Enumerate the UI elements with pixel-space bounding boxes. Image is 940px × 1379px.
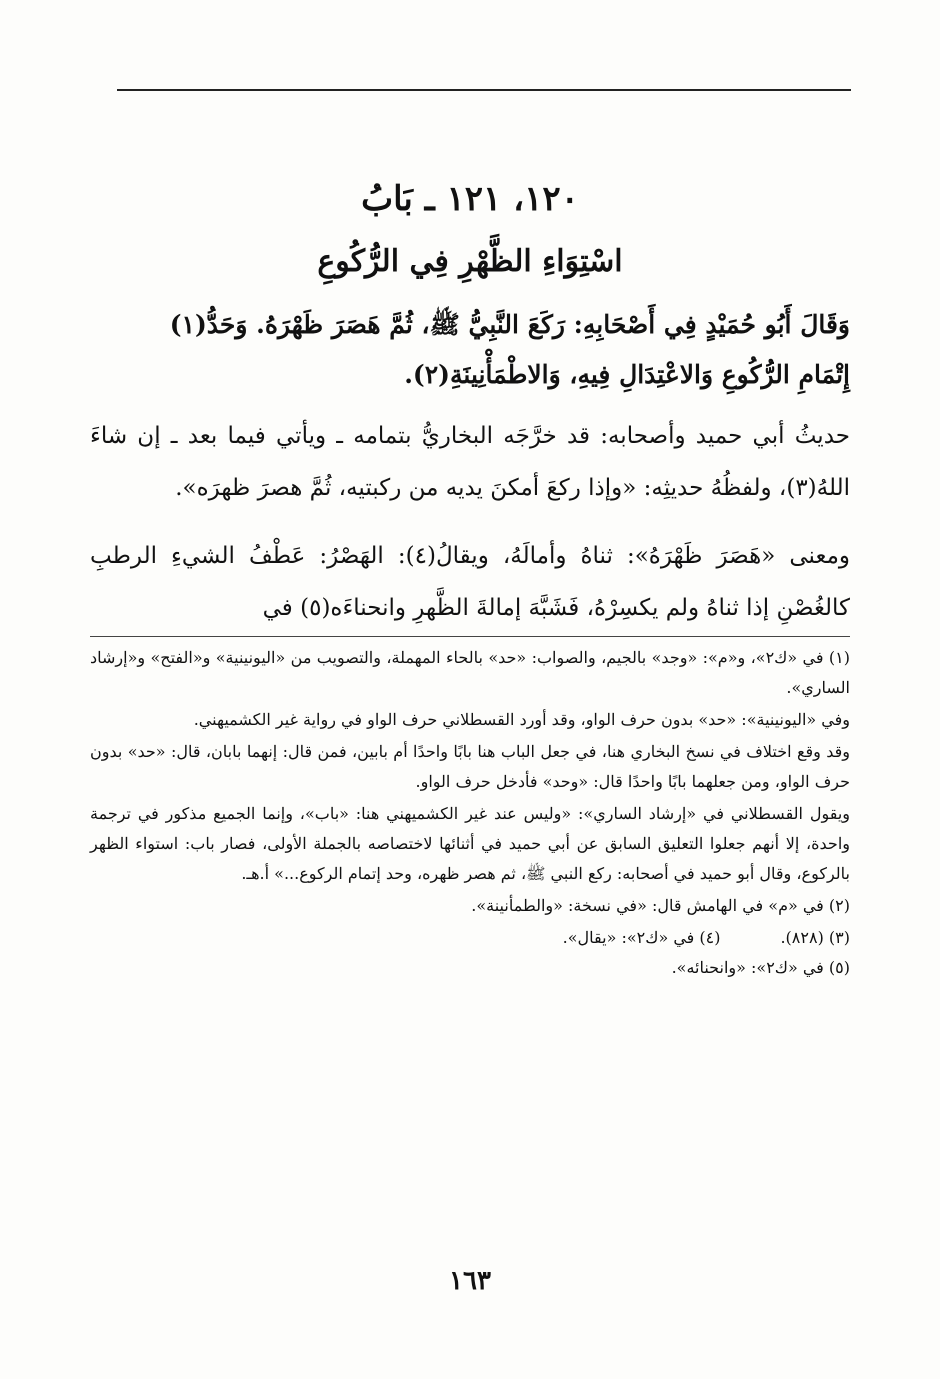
footnote-2: (٢) في «م» في الهامش قال: «في نسخة: «والطمأنينة». [471,896,850,915]
footnote-5: (٥) في «ك٢»: «وانحنائه». [671,958,850,977]
footnote-1b: وفي «اليونينية»: «حد» بدون حرف الواو، وقد أورد القسطلاني حرف الواو في رواية غير الكشميهني. [193,710,850,729]
page-content [90,170,850,985]
page-number: ١٦٣ [449,1266,491,1296]
commentary-paragraph-2: ومعنى «هَصَرَ ظَهْرَهُ»: ثناهُ وأمالَهُ، ويقالُ(٤): الهَصْرُ: عَطْفُ الشيءِ الرطبِ كالغُصْنِ إذا ثناهُ ولم يكسِرْهُ، فَشَبَّهَ إمالةَ الظَّهرِ وانحناءَه(٥) في [90,543,850,621]
hadith-quote-line-2: إِتْمَامِ الرُّكُوعِ وَالاعْتِدَالِ فِيهِ، وَالاطْمَأْنِينَةِ(٢). [404,360,850,389]
header-rule [117,89,851,91]
hadith-quote-line-1: وَقَالَ أَبُو حُمَيْدٍ فِي أَصْحَابِهِ: رَكَعَ النَّبِيُّ ﷺ، ثُمَّ هَصَرَ ظَهْرَهُ. وَحَدُّ(١) [169,310,850,339]
footnote-1c: وقد وقع اختلاف في نسخ البخاري هنا، في جعل الباب هنا بابًا واحدًا أم بابين، فمن قال: إنهما بابان، قال: «حد» بدون حرف الواو، ومن جعلهما بابًا واحدًا قال: «وحد» فأدخل حرف الواو. [90,742,850,791]
footnote-4: (٤) في «ك٢»: «يقال». [562,928,721,947]
footnote-3: (٣) (٨٢٨). [780,928,850,947]
chapter-number: ١٢٠، ١٢١ ـ بَابُ [361,179,579,219]
footnote-1a: (١) في «ك٢»، و«م»: «وجد» بالجيم، والصواب: «حد» بالحاء المهملة، والتصويب من «اليونينية» و«الفتح» و«إرشاد الساري». [90,648,851,697]
footnote-1d: ويقول القسطلاني في «إرشاد الساري»: «وليس عند غير الكشميهني هنا: «باب»، وإنما الجميع مذكور في ترجمة واحدة، إلا أنهم جعلوا التعليق السابق عن أبي حميد في أثنائها لاختصاصه بالجملة الأولى، فصار باب: استواء الظهر بالركوع، وقال أبو حميد في أصحابه: ركع النبي ﷺ، ثم هصر ظهره، وحد إتمام الركوع...» أ.هـ. [90,804,851,883]
bab-title: اسْتِوَاءِ الظَّهْرِ فِي الرُّكُوعِ [317,244,623,279]
footnote-rule [90,636,850,637]
commentary-paragraph-1: حديثُ أبي حميد وأصحابه: قد خرَّجَه البخاريُّ بتمامه ـ ويأتي فيما بعد ـ إن شاءَ اللهُ(٣)، ولفظُهُ حديثِه: «وإذا ركعَ أمكنَ يديه من ركبتيه، ثُمَّ هصرَ ظهرَه». [90,423,850,501]
footnote-row-3-4 [90,923,850,953]
